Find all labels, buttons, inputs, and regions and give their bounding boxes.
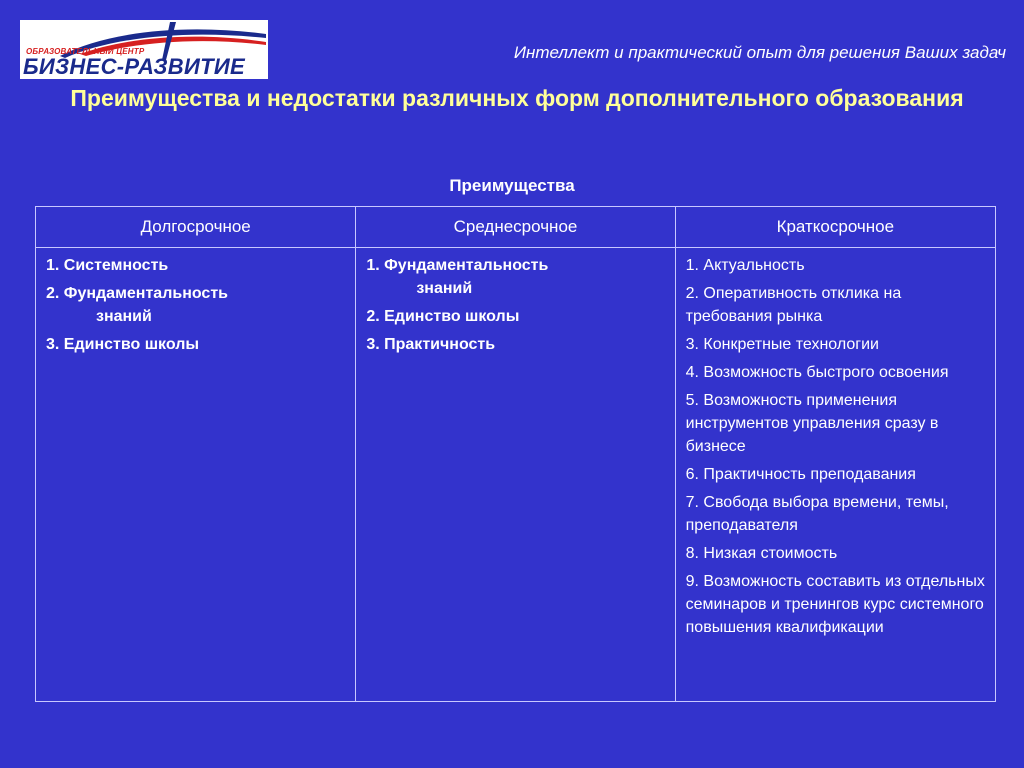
list-item xyxy=(366,254,664,300)
list-item xyxy=(366,305,664,328)
item-text: 3. Единство школы xyxy=(46,336,200,353)
list-item: 8. Низкая стоимость xyxy=(685,545,838,562)
item-text: 2. Единство школы xyxy=(366,308,520,325)
item-text: 3. Практичность xyxy=(366,336,496,353)
list-item xyxy=(366,333,664,356)
cell-short-term xyxy=(675,248,995,702)
list-item xyxy=(46,254,345,277)
list-item: 4. Возможность быстрого освоения xyxy=(685,364,949,381)
company-logo xyxy=(20,20,268,79)
header-short-term: Краткосрочное xyxy=(675,207,995,248)
list-item: 7. Свобода выбора времени, темы, преподавателя xyxy=(685,494,949,534)
page-title: Преимущества и недостатки различных форм дополнительного образования xyxy=(70,85,964,111)
cell-long-term xyxy=(36,248,356,702)
table-caption: Преимущества xyxy=(449,176,575,195)
list-item: 6. Практичность преподавания xyxy=(685,466,916,483)
cell-medium-term xyxy=(356,248,675,702)
item-continuation: знаний xyxy=(416,280,473,297)
header-long-term: Долгосрочное xyxy=(36,207,356,248)
table-header-row xyxy=(36,207,996,248)
table-row xyxy=(36,248,996,702)
item-text: 1. Системность xyxy=(46,257,169,274)
list-item: 5. Возможность применения инструментов управления сразу в бизнесе xyxy=(685,392,939,455)
list-item xyxy=(46,333,345,356)
list-item: 3. Конкретные технологии xyxy=(685,336,879,353)
list-item: 9. Возможность составить из отдельных семинаров и тренингов курс системного повышения квалификации xyxy=(685,573,985,636)
tagline: Интеллект и практический опыт для решения Ваших задач xyxy=(513,43,1006,62)
list-item: 1. Актуальность xyxy=(685,257,805,274)
list-item: 2. Оперативность отклика на требования рынка xyxy=(685,285,902,325)
item-text: 1. Фундаментальность xyxy=(366,257,549,274)
item-continuation: знаний xyxy=(96,308,152,325)
list-item xyxy=(46,282,345,328)
logo-big-text: БИЗНЕС-РАЗВИТИЕ xyxy=(23,54,245,79)
item-text: 2. Фундаментальность xyxy=(46,285,228,302)
advantages-table xyxy=(35,206,996,702)
header-medium-term: Среднесрочное xyxy=(356,207,675,248)
logo-small-text: ОБРАЗОВАТЕЛЬНЫЙ ЦЕНТР xyxy=(26,47,145,56)
